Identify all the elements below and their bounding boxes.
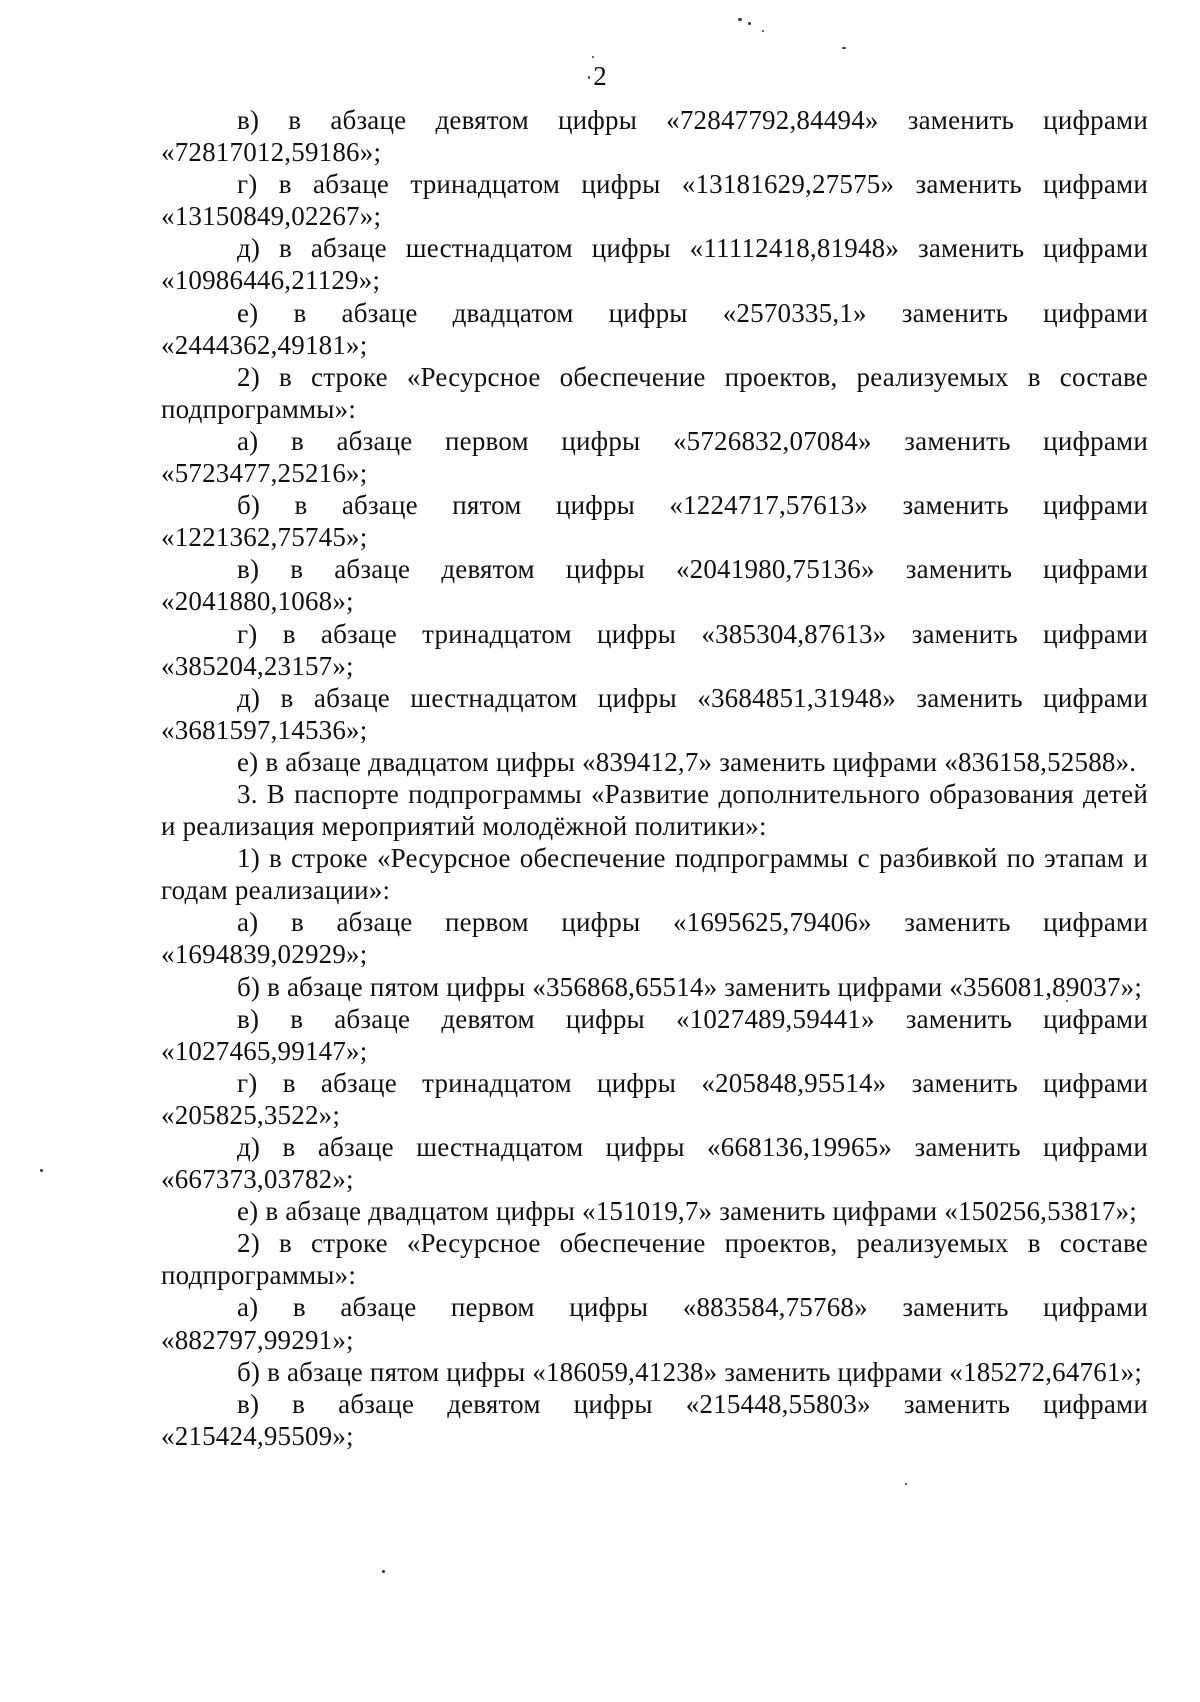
paragraph: 3. В паспорте подпрограммы «Развитие дополнительного образования детей и реализация мероприятий молодёжной политики»:: [161, 778, 1148, 842]
paragraph: д) в абзаце шестнадцатом цифры «11112418,81948» заменить цифрами «10986446,21129»;: [161, 233, 1148, 296]
paragraph: г) в абзаце тринадцатом цифры «205848,95514» заменить цифрами «205825,3522»;: [161, 1067, 1148, 1130]
scan-speck: [748, 22, 751, 25]
paragraph: д) в абзаце шестнадцатом цифры «3684851,31948» заменить цифрами «3681597,14536»;: [161, 682, 1148, 745]
paragraph: а) в абзаце первом цифры «1695625,79406» заменить цифрами «1694839,02929»;: [161, 907, 1148, 970]
paragraph: в) в абзаце девятом цифры «2041980,75136» заменить цифрами «2041880,1068»;: [161, 554, 1148, 617]
paragraph: б) в абзаце пятом цифры «356868,65514» заменить цифрами «356081,89037»;: [237, 971, 1143, 1002]
scan-speck: [738, 18, 742, 21]
paragraph: а) в абзаце первом цифры «5726832,07084» заменить цифрами «5723477,25216»;: [161, 425, 1148, 489]
paragraph: г) в абзаце тринадцатом цифры «13181629,27575» заменить цифрами «13150849,02267»;: [161, 169, 1148, 232]
paragraph: 2) в строке «Ресурсное обеспечение проектов, реализуемых в составе подпрограммы»:: [161, 1228, 1148, 1291]
paragraph: 1) в строке «Ресурсное обеспечение подпрограммы с разбивкой по этапам и годам реализации»:: [161, 843, 1148, 906]
paragraph: в) в абзаце девятом цифры «215448,55803» заменить цифрами «215424,95509»;: [161, 1388, 1148, 1451]
paragraph: а) в абзаце первом цифры «883584,75768» заменить цифрами «882797,99291»;: [161, 1292, 1148, 1355]
scan-speck: [842, 47, 846, 49]
scan-speck: [382, 1570, 385, 1573]
scan-speck: [762, 30, 764, 32]
paragraph: 2) в строке «Ресурсное обеспечение проектов, реализуемых в составе подпрограммы»:: [161, 361, 1148, 424]
paragraph: д) в абзаце шестнадцатом цифры «668136,19965» заменить цифрами «667373,03782»;: [161, 1132, 1148, 1195]
paragraph: е) в абзаце двадцатом цифры «839412,7» заменить цифрами «836158,52588».: [237, 746, 1137, 777]
paragraph: е) в абзаце двадцатом цифры «2570335,1» заменить цифрами «2444362,49181»;: [161, 297, 1148, 360]
paragraph: в) в абзаце девятом цифры «72847792,84494» заменить цифрами «72817012,59186»;: [161, 105, 1148, 168]
scan-speck: [905, 1483, 907, 1485]
page-number: 2: [593, 61, 607, 91]
paragraph: е) в абзаце двадцатом цифры «151019,7» заменить цифрами «150256,53817»;: [237, 1196, 1138, 1227]
paragraph: в) в абзаце девятом цифры «1027489,59441» заменить цифрами «1027465,99147»;: [161, 1003, 1148, 1066]
paragraph: б) в абзаце пятом цифры «1224717,57613» заменить цифрами «1221362,75745»;: [161, 490, 1148, 553]
paragraph: г) в абзаце тринадцатом цифры «385304,87613» заменить цифрами «385204,23157»;: [161, 618, 1148, 681]
document-body: [161, 104, 1148, 1452]
scan-speck: [40, 1169, 43, 1172]
paragraph: б) в абзаце пятом цифры «186059,41238» заменить цифрами «185272,64761»;: [237, 1356, 1143, 1387]
scan-speck: [592, 56, 594, 58]
